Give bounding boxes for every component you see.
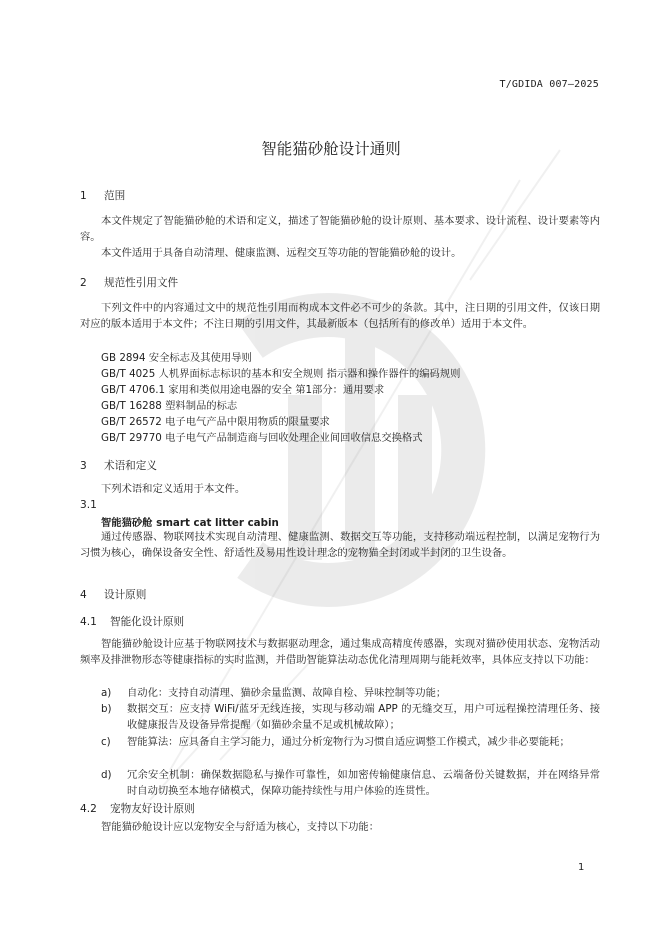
terms-intro: 下列术语和定义适用于本文件。 <box>101 483 246 495</box>
references-intro: 下列文件中的内容通过文中的规范性引用而构成本文件必不可少的条款。其中，注日期的引用文件，仅该日期对应的版本适用于本文件；不注日期的引用文件，其最新版本（包括所有的修改单）适用于本文件。 <box>80 302 600 331</box>
term-definition: 通过传感器、物联网技术实现自动清理、健康监测、数据交互等功能，支持移动端远程控制，以满足宠物行为习惯为核心，确保设备安全性、舒适性及易用性设计理念的宠物猫全封闭或半封闭的卫生设备。 <box>80 531 600 560</box>
section-heading-4: 4 设计原则 <box>80 589 147 601</box>
section-heading-2: 2 规范性引用文件 <box>80 277 179 289</box>
page-title: 智能猫砂舱设计通则 <box>261 140 401 158</box>
reference-item: GB/T 16288 塑料制品的标志 <box>101 400 238 412</box>
intelligent-design-intro: 智能猫砂舱设计应基于物联网技术与数据驱动理念，通过集成高精度传感器，实现对猫砂使用状态、宠物活动频率及排泄物形态等健康指标的实时监测，并借助智能算法动态优化清理周期与能耗效率，具体应支持以下功能： <box>80 638 600 667</box>
page-number: 1 <box>578 862 585 873</box>
section-heading-3: 3 术语和定义 <box>80 460 157 472</box>
subsection-heading-4-1: 4.1 智能化设计原则 <box>80 616 185 628</box>
list-item: c) 智能算法：应具备自主学习能力，通过分析宠物行为习惯自适应调整工作模式，减少非必要能耗； <box>101 736 570 748</box>
reference-item: GB 2894 安全标志及其使用导则 <box>101 352 252 364</box>
pet-friendly-intro: 智能猫砂舱设计应以宠物安全与舒适为核心，支持以下功能： <box>101 821 380 833</box>
list-item: b) 数据交互：应支持 WiFi/蓝牙无线连接，实现与移动端 APP 的无缝交互，用户可远程操控清理任务、接收健康报告及设备异常提醒（如猫砂余量不足或机械故障）； <box>101 703 600 732</box>
reference-item: GB/T 26572 电子电气产品中限用物质的限量要求 <box>101 416 330 428</box>
list-item: a) 自动化：支持自动清理、猫砂余量监测、故障自检、异味控制等功能； <box>101 687 447 699</box>
scope-paragraph-1: 本文件规定了智能猫砂舱的术语和定义，描述了智能猫砂舱的设计原则、基本要求、设计流程、设计要素等内容。 <box>80 215 600 244</box>
subsection-heading-4-2: 4.2 宠物友好设计原则 <box>80 803 195 815</box>
section-heading-1: 1 范围 <box>80 190 126 202</box>
reference-item: GB/T 4025 人机界面标志标识的基本和安全规则 指示器和操作器件的编码规则 <box>101 368 461 380</box>
scope-paragraph-2: 本文件适用于具备自动清理、健康监测、远程交互等功能的智能猫砂舱的设计。 <box>101 247 462 259</box>
reference-item: GB/T 4706.1 家用和类似用途电器的安全 第1部分：通用要求 <box>101 384 385 396</box>
list-item: d) 冗余安全机制：确保数据隐私与操作可靠性，如加密传输健康信息、云端备份关键数据，并在网络异常时自动切换至本地存储模式，保障功能持续性与用户体验的连贯性。 <box>101 769 600 798</box>
standard-number: T/GDIDA 007—2025 <box>499 79 599 90</box>
reference-item: GB/T 29770 电子电气产品制造商与回收处理企业间回收信息交换格式 <box>101 432 423 444</box>
term-heading: 智能猫砂舱 smart cat litter cabin <box>101 517 279 529</box>
term-number: 3.1 <box>80 499 97 511</box>
